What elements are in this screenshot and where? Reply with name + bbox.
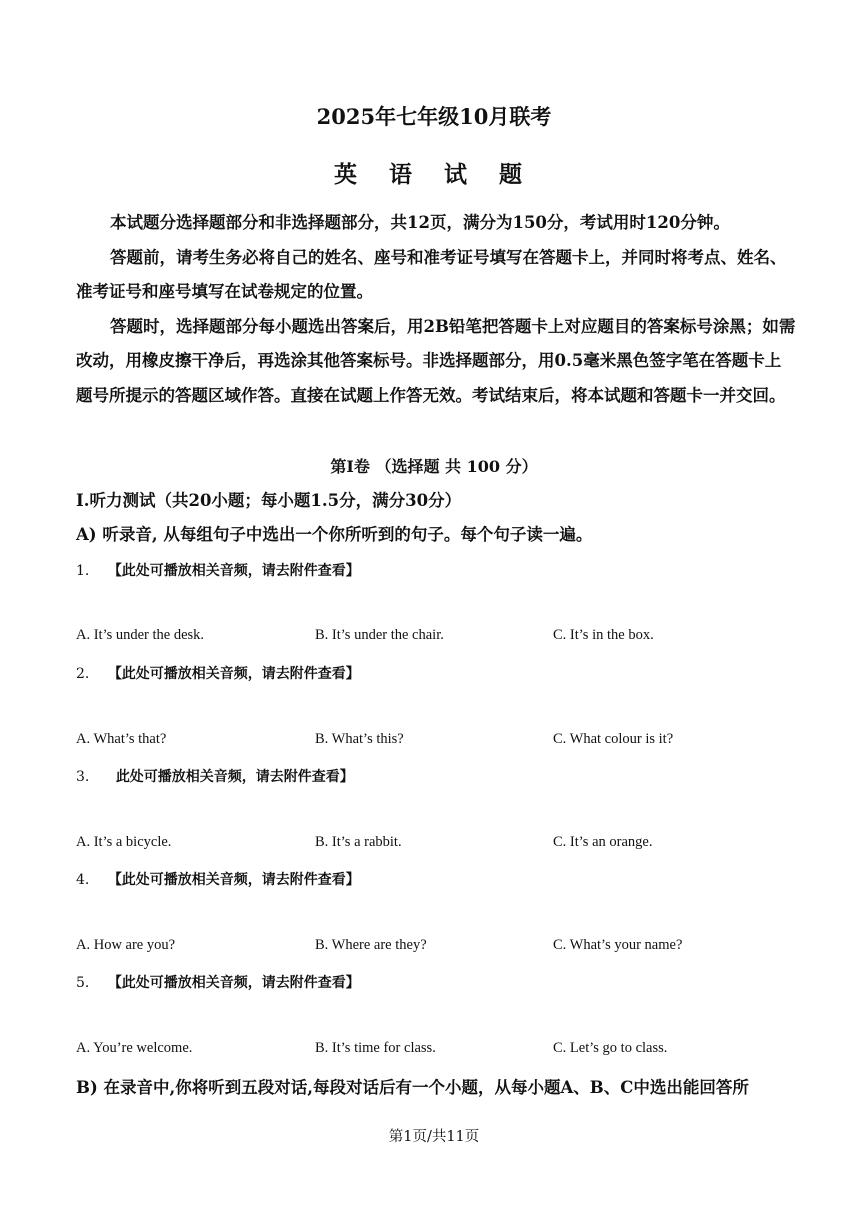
option-b: B. It’s time for class.	[315, 1040, 436, 1056]
option-a: A. It’s a bicycle.	[76, 834, 172, 850]
audio-placeholder: 【此处可播放相关音频，请去附件查看】	[107, 872, 360, 888]
question-number: 1.	[76, 563, 90, 579]
option-b: B. What’s this?	[315, 731, 404, 747]
part1-heading: Ⅰ.听力测试（共20小题；每小题1.5分，满分30分）	[76, 491, 462, 510]
question-number: 2.	[76, 666, 90, 682]
question-row	[76, 663, 360, 683]
volume-heading: 第Ⅰ卷 （选择题 共 100 分）	[330, 457, 538, 476]
sectionA-heading: A) 听录音, 从每组句子中选出一个你所听到的句子。每个句子读一遍。	[76, 525, 593, 544]
option-a: A. You’re welcome.	[76, 1040, 193, 1056]
option-a: A. What’s that?	[76, 731, 167, 747]
option-c: C. What colour is it?	[553, 731, 674, 747]
question-row	[76, 972, 360, 992]
option-b: B. It’s under the chair.	[315, 627, 444, 643]
subject-title: 英 语 试 题	[333, 161, 535, 188]
audio-placeholder: 【此处可播放相关音频，请去附件查看】	[107, 666, 360, 682]
option-c: C. It’s in the box.	[553, 627, 654, 643]
question-number: 4.	[76, 872, 90, 888]
question-number: 5.	[76, 975, 90, 991]
instruction-paragraph: 答题时，选择题部分每小题选出答案后，用2B铅笔把答题卡上对应题目的答案标号涂黑；如需改动，用橡皮擦干净后，再选涂其他答案标号。非选择题部分，用0.5毫米黑色签字笔在答题卡上题号所提示的答题区域作答。直接在试题上作答无效。考试结束后，将本试题和答题卡一并交回。	[76, 316, 796, 405]
exam-title: 2025年七年级10月联考	[316, 104, 552, 129]
instruction-paragraph: 本试题分选择题部分和非选择题部分，共12页，满分为150分，考试用时120分钟。	[110, 213, 730, 232]
option-a: A. It’s under the desk.	[76, 627, 205, 643]
audio-placeholder: 此处可播放相关音频，请去附件查看】	[115, 769, 354, 785]
question-row	[76, 869, 360, 889]
audio-placeholder: 【此处可播放相关音频，请去附件查看】	[107, 563, 360, 579]
option-c: C. What’s your name?	[553, 937, 683, 953]
instruction-paragraph: 答题前，请考生务必将自己的姓名、座号和准考证号填写在答题卡上，并同时将考点、姓名、准考证号和座号填写在试卷规定的位置。	[76, 247, 787, 301]
option-a: A. How are you?	[76, 937, 176, 953]
instructions	[76, 206, 796, 413]
question-number: 3.	[76, 769, 90, 785]
option-b: B. It’s a rabbit.	[315, 834, 402, 850]
audio-placeholder: 【此处可播放相关音频，请去附件查看】	[107, 975, 360, 991]
option-c: C. It’s an orange.	[553, 834, 653, 850]
sectionB-heading: B) 在录音中,你将听到五段对话,每段对话后有一个小题，从每小题A、B、C中选出能回答所	[76, 1078, 749, 1097]
option-c: C. Let’s go to class.	[553, 1040, 668, 1056]
question-row	[76, 560, 360, 580]
option-b: B. Where are they?	[315, 937, 427, 953]
question-row	[76, 766, 354, 786]
page-footer: 第1页/共11页	[388, 1129, 480, 1145]
